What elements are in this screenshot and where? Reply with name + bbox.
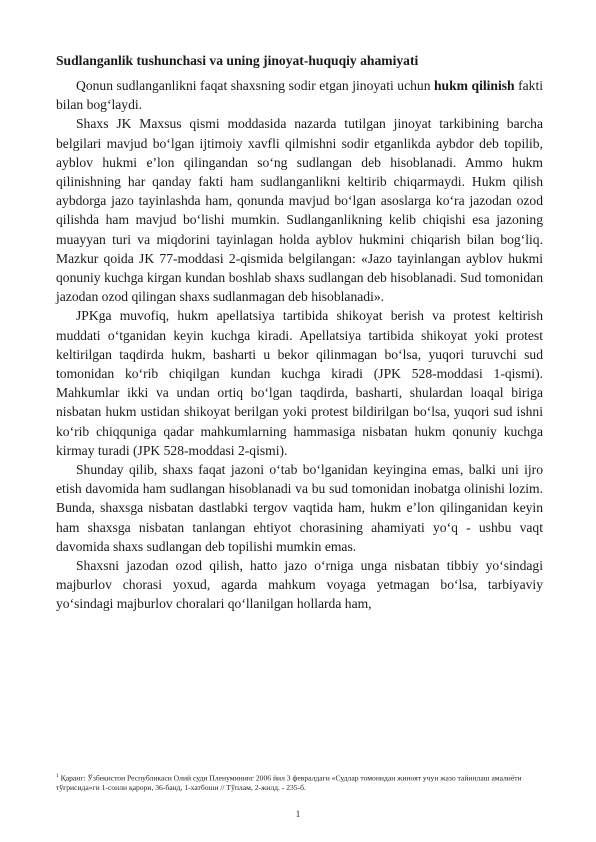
paragraph-1 xyxy=(56,76,543,114)
footnote xyxy=(56,772,543,793)
paragraph-2: Shaxs JK Maxsus qismi moddasida nazarda tutilgan jinoyat tarkibining barcha belgilari mavjud bo‘lgan ijtimoiy xavfli qilmishni sodir etganlikda aybdor deb topilib, ayblov hukmi e’lon qilingandan so‘ng sudlangan deb hisoblanadi. Ammo hukm qilinishning har qanday fakti ham sudlanganlikni keltirib chiqarmaydi. Hukm qilish aybdorga jazo tayinlashda ham, qonunda mavjud bo‘lgan asoslarga ko‘ra jazodan ozod qilishda ham mavjud bo‘lishi mumkin. Sudlanganlikning kelib chiqishi esa jazoning muayyan turi va miqdorini tayinlagan holda ayblov hukmini chiqarish bilan bog‘liq. Mazkur qoida JK 77-moddasi 2-qismida belgilangan: «Jazo tayinlangan ayblov hukmi qonuniy kuchga kirgan kundan boshlab shaxs sudlangan deb hisoblanadi. Sud tomonidan jazodan ozod qilingan shaxs sudlanmagan deb hisoblanadi». xyxy=(56,116,543,305)
paragraph-1-bold-term: hukm qilinish xyxy=(434,78,515,93)
paragraph-1-text-end: fakti bilan bog‘laydi. xyxy=(56,78,544,113)
paragraph-5: Shaxsni jazodan ozod qilish, hatto jazo o‘rniga unga nisbatan tibbiy yo‘sindagi majburlov chorasi yoxud, agarda mahkum voyaga yetmagan bo‘lsa, tarbiyaviy yo‘sindagi majburlov choralari qo‘llanilgan hollarda ham, xyxy=(56,558,543,612)
footnote-marker: 1 xyxy=(56,773,59,779)
paragraph-3: JPKga muvofiq, hukm apellatsiya tartibida shikoyat berish va protest keltirish muddati o‘tganidan keyin kuchga kiradi. Apellatsiya tartibida shikoyat yoki protest keltirilgan taqdirda hukm, basharti u bekor qilinmagan bo‘lsa, yuqori turuvchi sud tomonidan ko‘rib chiqilgan kundan kuchga kiradi (JPK 528-moddasi 1-qismi). Mahkumlar ikki va undan ortiq bo‘lgan taqdirda, basharti, shulardan loaqal biriga nisbatan hukm ustidan shikoyat berilgan yoki protest bildirilgan bo‘lsa, yuqori sud ishni ko‘rib chiqquniga qadar mahkumlarning hammasiga nisbatan hukm qonuniy kuchga kirmay turadi (JPK 528-moddasi 2-qismi). xyxy=(56,308,543,458)
document-body xyxy=(56,52,543,614)
page-number: 1 xyxy=(295,809,301,819)
paragraph-4: Shunday qilib, shaxs faqat jazoni o‘tab bo‘lganidan keyingina emas, balki uni ijro etish davomida ham sudlangan hisoblanadi va bu sud tomonidan inobatga olinishi lozim. Bunda, shaxsga nisbatan dastlabki tergov vaqtida ham, hukm e’lon qilinganidan keyin ham shaxsga nisbatan tanlangan ehtiyot chorasining ahamiyati yo‘q - ushbu vaqt davomida shaxs sudlangan deb topilishi mumkin emas. xyxy=(56,462,543,554)
footnote-text: Қаранг: Ўзбекистон Республикаси Олий суди Пленумининг 2006 йил 3 февралдаги «Судлар томонидан жиноят учун жазо тайинлаш амалиёти тўғрисида»ги 1-сонли қарори, 36-банд, 1-хатбоши // Тўплам, 2-жилд. - 235-б. xyxy=(56,773,522,793)
document-title: Sudlanganlik tushunchasi va uning jinoyat-huquqiy ahamiyati xyxy=(56,53,419,68)
paragraph-1-text-start: Qonun sudlanganlikni faqat shaxsning sodir etgan jinoyati uchun xyxy=(76,78,434,93)
